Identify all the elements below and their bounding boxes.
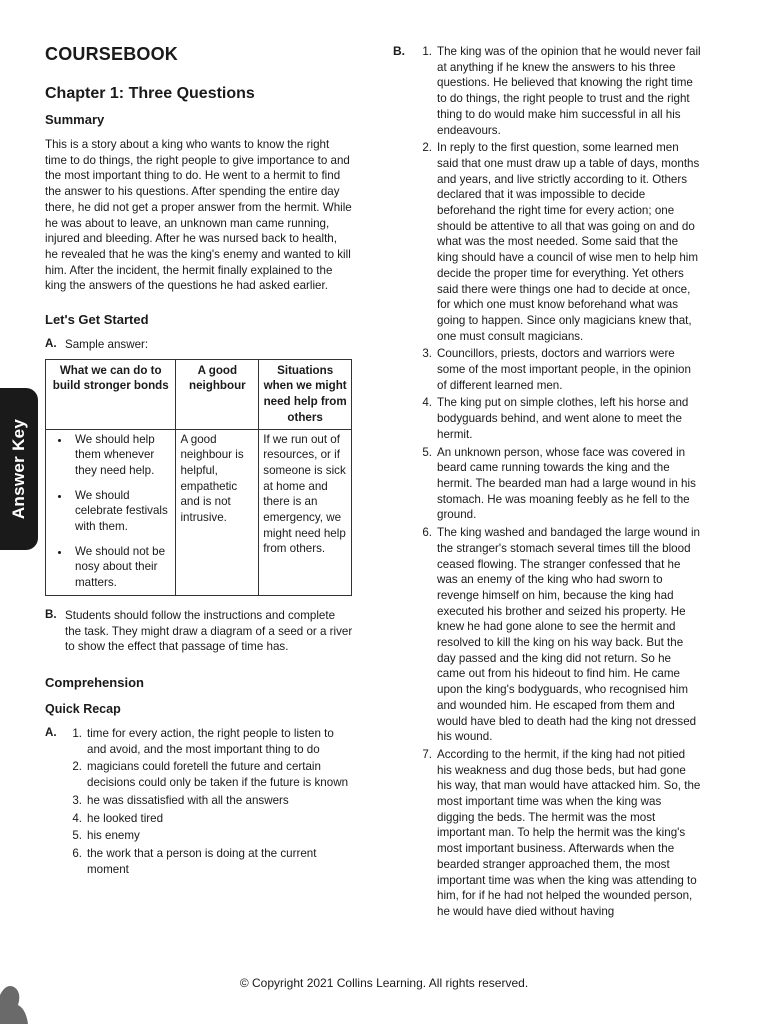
lets-get-started-title: Let's Get Started	[45, 312, 149, 328]
table-cell-bonds	[46, 429, 176, 595]
section-a-text: Sample answer:	[65, 338, 149, 352]
quick-recap-label: A.	[45, 725, 57, 739]
list-item-number: 5.	[422, 445, 432, 459]
section-a-label: A.	[45, 337, 57, 351]
list-item	[415, 747, 701, 920]
quick-recap-section	[45, 726, 353, 879]
list-item-text: he was dissatisfied with all the answers	[87, 793, 289, 807]
list-item-text: his enemy	[87, 829, 140, 843]
page-corner-decoration-icon	[0, 965, 30, 1024]
list-item	[65, 811, 353, 827]
list-item-text: time for every action, the right people to listen to and avoid, and the most important thing to do	[87, 726, 334, 756]
page-heading: COURSEBOOK	[45, 44, 179, 64]
list-item-text: Councillors, priests, doctors and warriors were some of the most important people, in the opinion of different learned men.	[437, 347, 691, 392]
list-item-number: 2.	[72, 760, 82, 774]
list-item-number: 2.	[422, 141, 432, 155]
list-item-number: 7.	[422, 747, 432, 761]
table-bullet: • We should not be nosy about their matters.	[71, 544, 171, 591]
chapter-title: Chapter 1: Three Questions	[45, 85, 255, 102]
list-item	[415, 525, 701, 745]
table-header-neighbour: A good neighbour	[176, 359, 259, 429]
list-item-number: 6.	[422, 526, 432, 540]
list-item-number: 5.	[72, 829, 82, 843]
list-item-number: 4.	[422, 396, 432, 410]
side-tab-label: Answer Key	[9, 418, 28, 520]
list-item-number: 4.	[72, 811, 82, 825]
list-item	[65, 828, 353, 844]
right-column	[393, 44, 701, 922]
list-item-number: 1.	[422, 45, 432, 58]
right-answer-list	[415, 44, 701, 922]
section-b-text: Students should follow the instructions and complete the task. They might draw a diagram of a seed or a river to show the effect that passage of time has.	[65, 608, 353, 654]
list-item	[65, 846, 353, 877]
answer-key-side-tab	[0, 388, 38, 550]
list-item	[65, 726, 353, 757]
summary-text: This is a story about a king who wants to know the right time to do things, the right people to give importance to and the most important thing to do. He went to a hermit to find the answer to his questions. After spending the entire day there, he did not get a proper answer from the hermit. While he was about to leave, an unknown man came running, injured and bleeding. After he was nursed back to health, he revealed that he was the king's enemy and wanted to kill him. After the incident, the hermit finally explained to the king the answers of the questions he had asked earlier.	[45, 138, 352, 293]
quick-recap-list	[65, 726, 353, 879]
list-item-text: In reply to the first question, some learned men said that one must draw up a table of days, months and years, and live strictly according to it. Others declared that it was impossible to decide beforehand the right time for every action; one should be attentive to all that was going on and do what was the most needed. Some said that the king should have a council of wise men to help him decide the proper time for everything. Yet others said there were things one had to decide at once, for which one must know beforehand what was going to happen. Since only magicians knew that, one must consult magicians.	[437, 141, 700, 343]
list-item	[65, 759, 353, 790]
list-item-number: 6.	[72, 846, 82, 860]
table-bullet: • We should celebrate festivals with them.	[71, 488, 171, 535]
list-item	[415, 140, 701, 344]
list-item	[415, 346, 701, 393]
list-item	[415, 445, 701, 524]
answer-table	[45, 359, 352, 596]
summary-title: Summary	[45, 112, 105, 127]
list-item-text: magicians could foretell the future and certain decisions could only be taken if the future is known	[87, 760, 349, 790]
section-b	[45, 608, 353, 655]
left-column	[45, 44, 353, 879]
comprehension-title: Comprehension	[45, 674, 144, 690]
table-cell-neighbour: A good neighbour is helpful, empathetic and is not intrusive.	[176, 429, 259, 595]
quick-recap-title: Quick Recap	[45, 701, 121, 716]
table-header-bonds: What we can do to build stronger bonds	[46, 359, 176, 429]
list-item-text: he looked tired	[87, 811, 164, 825]
list-item-number: 3.	[422, 347, 432, 361]
list-item-number: 3.	[72, 793, 82, 807]
list-item-text: The king was of the opinion that he would never fail at anything if he knew the answers to his three questions. He believed that knowing the right time to do things, the right people to trust and the right thing to do would make him successful in all his endeavours.	[437, 45, 701, 137]
copyright-footer: © Copyright 2021 Collins Learning. All rights reserved.	[239, 976, 529, 990]
section-b-answers	[393, 44, 701, 922]
table-bullet: • We should help them whenever they need help.	[71, 432, 171, 479]
list-item	[415, 44, 701, 138]
list-item-number: 1.	[72, 726, 82, 740]
right-section-label: B.	[393, 44, 405, 58]
list-item-text: The king put on simple clothes, left his horse and bodyguards behind, and went alone to meet the hermit.	[437, 396, 689, 441]
list-item	[415, 395, 701, 442]
section-b-label: B.	[45, 607, 57, 621]
section-a	[45, 337, 353, 353]
list-item	[65, 793, 353, 809]
list-item-text: the work that a person is doing at the current moment	[87, 846, 317, 876]
list-item-text: An unknown person, whose face was covered in beard came running towards the king and the hermit. The bearded man had a large wound in his stomach. He was moaning feebly as he fell to the ground.	[437, 445, 696, 522]
list-item-text: The king washed and bandaged the large wound in the stranger's stomach several times till the blood ceased flowing. The stranger confessed that he was an enemy of the king who had sworn to revenge himself on him, because the king had executed his brother and seized his property. He knew he had gone alone to see the hermit and resolved to kill the king on his way back. But the day passed and the king did not return. So he came out from his hideout to find him. He came upon the king's bodyguards, who recognised him and wounded him. He escaped from them and would have bled to death had the king not dressed his wound.	[437, 526, 700, 744]
table-cell-situations: If we run out of resources, or if someone is sick at home and there is an emergency, we might need help from others.	[259, 429, 352, 595]
table-header-situations: Situations when we might need help from others	[259, 359, 352, 429]
list-item-text: According to the hermit, if the king had not pitied his weakness and dug those beds, but had gone his way, that man would have attacked him. So, the most important time was when the king was digging the beds. The hermit was the most important man. To help the hermit was the king's most important business. Afterwards when the bearded stranger approached them, the most important time was when the king was attending to him, for if he had not helped the wounded person, he would have died without having	[437, 747, 701, 918]
